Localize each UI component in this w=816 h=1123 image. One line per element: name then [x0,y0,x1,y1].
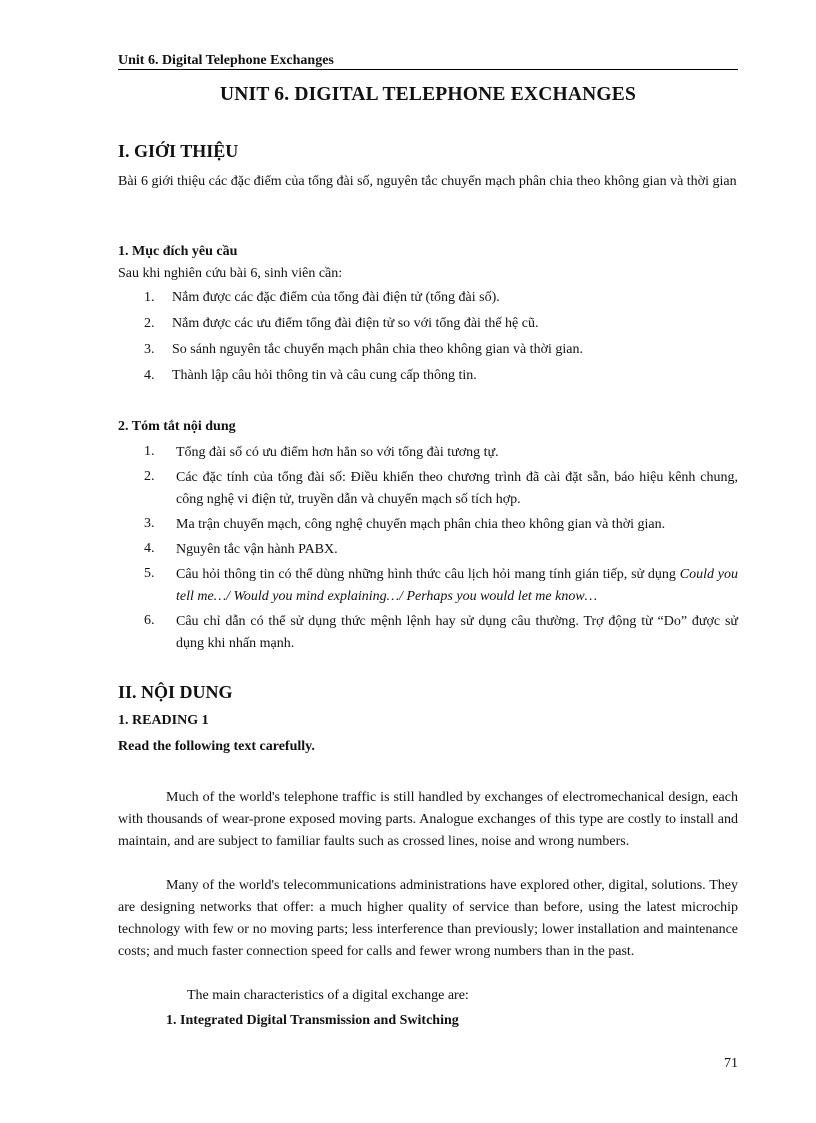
list-item-text: Nắm được các đặc điểm của tổng đài điện tử (tổng đài số). [172,290,500,305]
reading-heading: 1. READING 1 [118,713,209,728]
list-item-number: 1. [144,444,155,459]
objectives-heading: 1. Mục đích yêu cầu [118,244,238,259]
list-item-text: Các đặc tính của tổng đài số: Điều khiển theo chương trình đã cài đặt sẵn, báo hiệu kênh chung, công nghệ vi điện tử, truyền dẫn và chuyển mạch số tích hợp. [176,470,738,507]
list-item-number: 6. [144,613,155,628]
list-item [118,316,738,342]
intro-text: Bài 6 giới thiệu các đặc điểm của tổng đài số, nguyên tắc chuyển mạch phân chia theo không gian và thời gian [118,174,737,189]
list-item-number: 2. [144,469,155,484]
list-item-number: 1. [144,290,155,305]
list-item-number: 2. [144,316,155,331]
list-item-text: Thành lập câu hỏi thông tin và câu cung cấp thông tin. [172,368,477,383]
list-item [118,368,738,394]
list-item-number: 4. [144,541,155,556]
section-heading-intro: I. GIỚI THIỆU [118,141,239,161]
reading-paragraph-1: Much of the world's telephone traffic is still handled by exchanges of electromechanical design, each with thousands of wear-prone exposed moving parts. Analogue exchanges of this type are costly to install and maintain, and are subject to familiar faults such as crossed lines, noise and wrong numbers. [118,790,738,849]
list-item-text-italic: Could you tell me…/ Would you mind explaining…/ Perhaps you would let me know… [176,567,738,604]
list-item-text [176,564,738,608]
list-item-text: So sánh nguyên tắc chuyển mạch phân chia theo không gian và thời gian. [172,342,583,357]
page-number: 71 [724,1056,738,1071]
reading-paragraph-2: Many of the world's telecommunications administrations have explored other, digital, solutions. They are designing networks that offer: a much higher quality of service than before, using the latest microchip technology with few or no moving parts; less interference than previously; lower installation and maintenance costs; and much faster connection speed for calls and fewer wrong numbers than in the past. [118,878,738,959]
list-item-text-plain: Câu hỏi thông tin có thể dùng những hình thức câu lịch hỏi mang tính gián tiếp, sử dụng [176,567,676,582]
list-item-text: Ma trận chuyển mạch, công nghệ chuyển mạch phân chia theo không gian và thời gian. [176,517,666,532]
list-item-text: Câu chỉ dẫn có thể sử dụng thức mệnh lệnh hay sử dụng câu thường. Trợ động từ “Do” được sử dụng khi nhấn mạnh. [176,614,738,651]
list-item [118,342,738,368]
section-heading-content: II. NỘI DUNG [118,682,233,702]
page-title: UNIT 6. DIGITAL TELEPHONE EXCHANGES [219,84,637,105]
characteristics-intro: The main characteristics of a digital exchange are: [187,988,469,1003]
list-item-text: Tổng đài số có ưu điểm hơn hẳn so với tổng đài tương tự. [176,445,499,460]
list-item-number: 5. [144,566,155,581]
list-item [118,290,738,316]
characteristics-subheading: 1. Integrated Digital Transmission and Switching [166,1013,459,1028]
running-header: Unit 6. Digital Telephone Exchanges [118,52,738,70]
reading-instruction: Read the following text carefully. [118,739,315,754]
list-item-text: Nắm được các ưu điểm tổng đài điện tử so với tổng đài thế hệ cũ. [172,316,539,331]
objectives-list [118,290,738,394]
list-item-text: Nguyên tắc vận hành PABX. [176,542,338,557]
summary-heading: 2. Tóm tắt nội dung [118,419,236,434]
list-item-number: 3. [144,342,155,357]
objectives-lead: Sau khi nghiên cứu bài 6, sinh viên cần: [118,266,343,281]
list-item-number: 4. [144,368,155,383]
list-item-number: 3. [144,516,155,531]
